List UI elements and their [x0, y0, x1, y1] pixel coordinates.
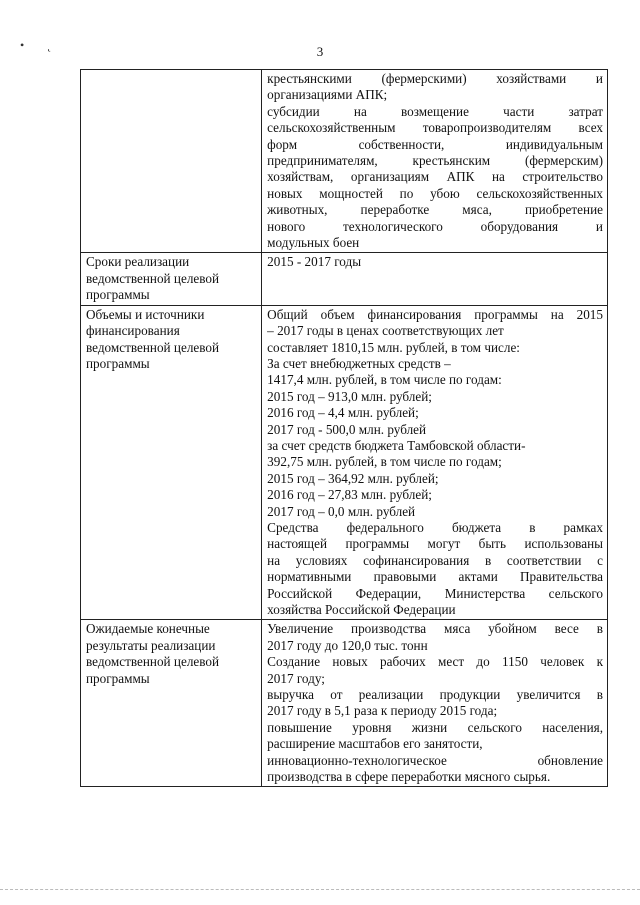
row-label-cell [81, 620, 262, 787]
text-line: 2017 год - 500,0 млн. рублей [267, 421, 427, 437]
text-line: 2017 год – 0,0 млн. рублей [267, 503, 416, 519]
text-line: Средства федерального бюджета в рамках [267, 519, 603, 535]
content-paragraph [267, 254, 603, 270]
text-line: нового технологического оборудования и [267, 218, 603, 234]
text-line: нормативными правовыми актами Правительства [267, 569, 603, 585]
table-row [81, 70, 608, 253]
content-paragraph [267, 654, 603, 687]
table-row [81, 253, 608, 305]
text-line: 2016 год – 4,4 млн. рублей; [267, 405, 419, 421]
content-paragraph [267, 720, 603, 786]
text-line: сельскохозяйственным товаропроизводителям всех [267, 120, 603, 136]
text-line: 2017 году в 5,1 раза к периоду 2015 года; [267, 703, 498, 719]
text-line: Российской Федерации, Министерства сельского [267, 585, 603, 601]
scan-edge [0, 889, 640, 891]
row-label-cell [81, 305, 262, 620]
text-line: 1417,4 млн. рублей, в том числе по годам: [267, 372, 502, 388]
text-line: 2015 год – 913,0 млн. рублей; [267, 388, 432, 404]
text-line: 392,75 млн. рублей, в том числе по годам; [267, 454, 502, 470]
text-line: на условиях софинансирования в соответствии с [267, 552, 603, 568]
passport-table [80, 69, 608, 787]
text-line: расширение масштабов его занятости, [267, 736, 483, 752]
text-line: производства в сфере переработки мясного сырья. [267, 769, 551, 785]
table-body [81, 70, 608, 787]
text-line: – 2017 годы в ценах соответствующих лет [267, 323, 504, 339]
text-line: организациями АПК; [267, 87, 388, 103]
row-label: Сроки реализации ведомственной целевой программы [86, 254, 220, 303]
content-paragraph [267, 307, 603, 520]
text-line: 2015 - 2017 годы [267, 254, 362, 270]
row-content-cell [262, 620, 608, 787]
text-line: модульных боен [267, 235, 360, 251]
table-row [81, 305, 608, 620]
content-paragraph [267, 621, 603, 654]
scan-marks: • ˛ [20, 38, 62, 52]
row-label-cell [81, 70, 262, 253]
text-line: инновационно-технологическое обновление [267, 752, 603, 768]
text-line: выручка от реализации продукции увеличится в [267, 687, 603, 703]
text-line: животных, переработке мяса, приобретение [267, 202, 603, 218]
row-label: Ожидаемые конечные результаты реализации ведомственной целевой программы [86, 621, 220, 686]
text-line: 2016 год – 27,83 млн. рублей; [267, 487, 432, 503]
text-line: хозяйства Российской Федерации [267, 602, 456, 617]
row-label: Объемы и источники финансирования ведомственной целевой программы [86, 306, 220, 371]
text-line: Общий объем финансирования программы на 2015 [267, 306, 603, 322]
text-line: субсидии на возмещение части затрат [267, 103, 603, 119]
text-line: новых мощностей по убою сельскохозяйственных [267, 185, 603, 201]
text-line: 2017 году до 120,0 тыс. тонн [267, 637, 428, 653]
text-line: 2017 году; [267, 670, 325, 686]
text-line: крестьянскими (фермерскими) хозяйствами и [267, 71, 603, 86]
text-line: настоящей программы могут быть использованы [267, 536, 603, 552]
text-line: форм собственности, индивидуальным [267, 136, 603, 152]
text-line: за счет средств бюджета Тамбовской области- [267, 437, 526, 453]
content-paragraph [267, 71, 603, 104]
row-label-cell [81, 253, 262, 305]
table-row [81, 620, 608, 787]
text-line: хозяйствам, организациям АПК на строительство [267, 169, 603, 185]
row-content-cell [262, 305, 608, 620]
page-number: 3 [316, 44, 324, 59]
content-paragraph [267, 687, 603, 720]
row-content-cell [262, 70, 608, 253]
text-line: предпринимателям, крестьянским (фермерским) [267, 153, 603, 169]
content-paragraph [267, 520, 603, 618]
text-line: 2015 год – 364,92 млн. рублей; [267, 470, 439, 486]
text-line: Увеличение производства мяса убойном весе в [267, 621, 603, 637]
text-line: составляет 1810,15 млн. рублей, в том числе: [267, 339, 520, 355]
text-line: повышение уровня жизни сельского населения, [267, 719, 603, 735]
content-paragraph [267, 104, 603, 252]
text-line: Создание новых рабочих мест до 1150 человек к [267, 654, 603, 670]
row-content-cell [262, 253, 608, 305]
text-line: За счет внебюджетных средств – [267, 355, 451, 371]
